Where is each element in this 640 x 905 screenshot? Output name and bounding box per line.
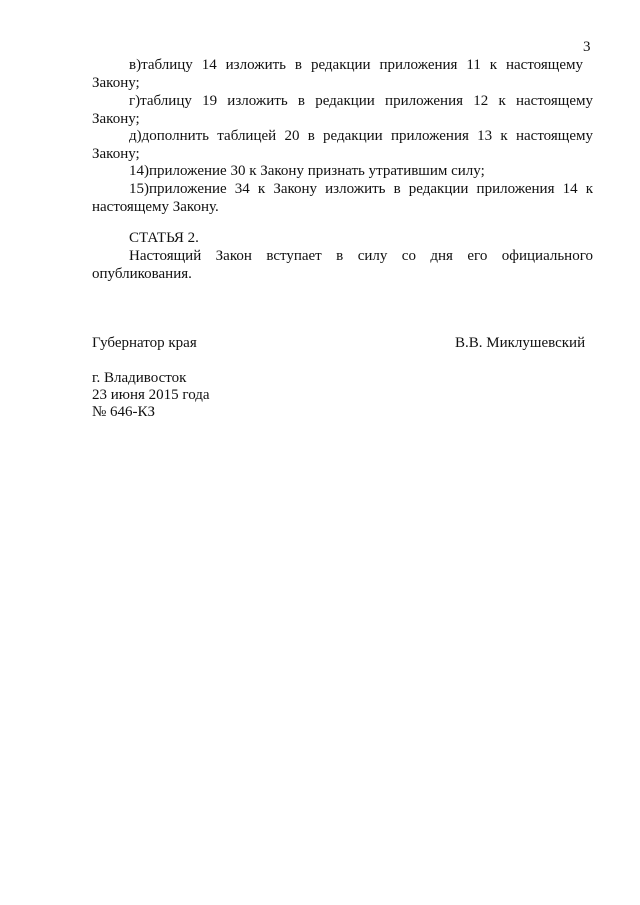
paragraph-line: Закону;: [92, 75, 140, 91]
footer-date: 23 июня 2015 года: [92, 387, 210, 403]
paragraph-line: в)таблицу 14 изложить в редакции приложения 11 к настоящему: [129, 57, 583, 73]
signature-name: В.В. Миклушевский: [455, 335, 586, 351]
paragraph-item-15: [92, 180, 593, 216]
paragraph-line: г)таблицу 19 изложить в редакции приложения 12 к настоящему: [129, 93, 593, 109]
paragraph-item-g: [92, 92, 593, 128]
article-text-line: Настоящий Закон вступает в силу со дня его официального: [129, 248, 593, 264]
article-text-line: опубликования.: [92, 266, 192, 282]
article-2: [92, 229, 593, 283]
paragraph-item-14: [92, 162, 593, 180]
paragraph-line: Закону;: [92, 146, 140, 162]
footer-law-number: № 646-КЗ: [92, 404, 156, 420]
paragraph-line: д)дополнить таблицей 20 в редакции приложения 13 к настоящему: [129, 128, 593, 144]
paragraph-line: настоящему Закону.: [92, 199, 219, 215]
footer-city: г. Владивосток: [92, 370, 187, 386]
page-number: 3: [583, 39, 591, 55]
paragraph-item-d: [92, 127, 593, 163]
paragraph-item-v: [92, 56, 593, 92]
paragraph-line: 14)приложение 30 к Закону признать утратившим силу;: [129, 163, 485, 179]
paragraph-line: Закону;: [92, 111, 140, 127]
paragraph-line: 15)приложение 34 к Закону изложить в редакции приложения 14 к: [129, 181, 593, 197]
article-heading: СТАТЬЯ 2.: [129, 230, 199, 246]
signature-title: Губернатор края: [92, 335, 197, 351]
